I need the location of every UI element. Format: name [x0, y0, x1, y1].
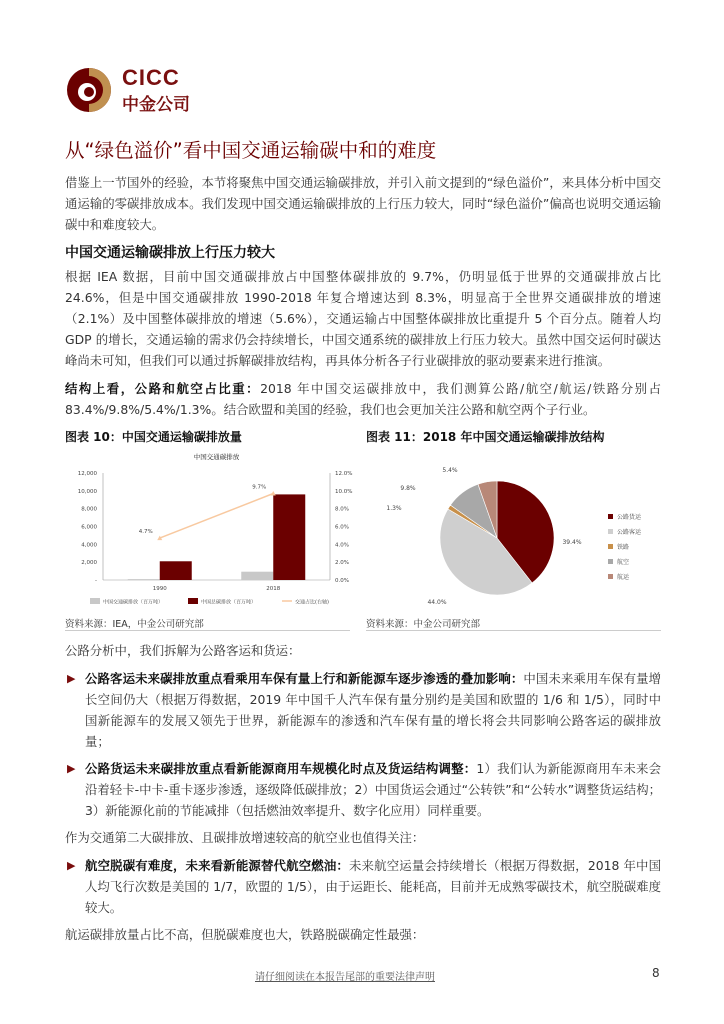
bullet-road-passenger — [65, 668, 661, 752]
aviation-intro: 作为交通第二大碳排放、且碳排放增速较高的航空业也值得关注： — [65, 830, 425, 845]
bullet-arrow-icon: ▶ — [67, 859, 76, 872]
pie-data-label: 39.4% — [562, 539, 582, 546]
y-tick-label: 2,000 — [81, 560, 97, 567]
legend-label: 铁路 — [617, 544, 630, 551]
structure-lead: 结构上看，公路和航空占比重： — [65, 381, 261, 396]
bar-transport — [128, 579, 160, 580]
bullet-lead: 航空脱碳有难度，未来看新能源替代航空燃油： — [85, 858, 349, 873]
bullet-text: 1）我们认为新能源商用车未来会沿着轻卡-中卡-重卡逐步渗透，逐级降低碳排放；2）中国货运会通过“公转铁”和“公转水”调整货运结构；3）新能源化前的节能减排（包括燃油效率提升、数字化应用）同样重要。 — [85, 761, 662, 818]
road-intro: 公路分析中，我们拆解为公路客运和货运： — [65, 643, 301, 658]
bullet-aviation — [65, 855, 661, 918]
legend-swatch — [90, 598, 100, 604]
x-tick-label: 2018 — [266, 586, 281, 592]
page-number: 8 — [652, 966, 660, 980]
data-label: 9.7% — [252, 484, 267, 491]
y-tick-label: 10,000 — [77, 488, 97, 495]
legend-swatch — [608, 529, 613, 534]
divider — [65, 630, 350, 631]
logo-mark-icon — [66, 67, 112, 113]
legend-label: 航运 — [617, 574, 630, 581]
bar-total — [160, 561, 192, 580]
divider — [366, 630, 661, 631]
page-title: 从“绿色溢价”看中国交通运输碳中和的难度 — [65, 139, 437, 162]
chart-title: 中国交通碳排放 — [193, 453, 240, 461]
legend-label: 航空 — [617, 559, 630, 566]
figures-row — [65, 428, 661, 632]
cicc-logo — [66, 67, 226, 113]
bar-transport — [241, 572, 273, 580]
y-tick-label: - — [95, 578, 97, 584]
structure-text: 2018 年中国交运碳排放中，我们测算公路/航空/航运/铁路分别占 83.4%/9.8%/5.4%/1.3%。结合欧盟和美国的经验，我们也会更加关注公路和航空两个子行业。 — [65, 381, 662, 417]
bar-total — [273, 494, 305, 580]
figure11-chart — [362, 446, 662, 614]
y-tick-label: 4,000 — [81, 542, 97, 549]
legend-swatch — [608, 559, 613, 564]
pie-data-label: 1.3% — [386, 505, 402, 512]
y2-tick-label: 12.0% — [335, 471, 353, 477]
y2-tick-label: 8.0% — [335, 506, 349, 513]
legend-swatch — [188, 598, 198, 604]
logo-en: CICC — [122, 65, 180, 90]
bullet-road-freight — [65, 758, 661, 821]
bullet-lead: 公路客运未来碳排放重点看乘用车保有量上行和新能源车逐步渗透的叠加影响： — [85, 671, 524, 686]
pie-data-label: 44.0% — [427, 599, 447, 606]
legend-swatch — [608, 514, 613, 519]
bullet-text: 未来航空运量会持续增长（根据万得数据，2018 年中国人均飞行次数是美国的 1/7，欧盟的 1/5），由于运距长、能耗高，目前并无成熟零碳技术，航空脱碳难度较大。 — [85, 858, 661, 915]
section-heading: 中国交通运输碳排放上行压力较大 — [65, 245, 275, 261]
legend-label: 公路客运 — [617, 529, 642, 536]
x-tick-label: 1990 — [152, 586, 167, 592]
legal-disclaimer-link[interactable]: 请仔细阅读在本报告尾部的重要法律声明 — [255, 972, 435, 983]
logo-cn: 中金公司 — [122, 95, 190, 115]
section-paragraph: 根据 IEA 数据，目前中国交通碳排放占中国整体碳排放的 9.7%，仍明显低于世界的交通碳排放占比 24.6%，但是中国交通碳排放 1990-2018 年复合增速达到 8.3%，明显高于全世界交通碳排放的增速（2.1%）及中国整体碳排放的增速（5.6%），交通运输占中国整体碳排放比重提升 5 个百分点。随着人均 GDP 的增长，交通运输的需求仍会持续增长，中国交通系统的碳排放上行压力较大。虽然中国交运何时碳达峰尚未可知，但我们可以通过拆解碳排放结构，再具体分析各子行业碳排放的驱动要素来进行推演。 — [65, 269, 661, 368]
y-tick-label: 8,000 — [81, 506, 97, 513]
intro-paragraph: 借鉴上一节国外的经验，本节将聚焦中国交通运输碳排放，并引入前文提到的“绿色溢价”，来具体分析中国交通运输的零碳排放成本。我们发现中国交通运输碳排放的上行压力较大，同时“绿色溢价”偏高也说明交通运输碳中和难度较大。 — [65, 175, 661, 232]
y-tick-label: 6,000 — [81, 524, 97, 531]
y2-tick-label: 10.0% — [335, 488, 353, 495]
figure10-source: 资料来源：IEA，中金公司研究部 — [65, 619, 204, 630]
legend-label: 中国总碳排放（百万吨） — [201, 599, 257, 606]
pie-data-label: 5.4% — [442, 467, 458, 474]
structure-paragraph — [65, 378, 661, 420]
pie-data-label: 9.8% — [400, 485, 416, 492]
main-content — [65, 138, 661, 952]
bullet-arrow-icon: ▶ — [67, 762, 76, 775]
figure10-label: 图表 10：中国交通运输碳排放量 — [65, 430, 242, 444]
line-transport-share — [160, 494, 274, 539]
bullet-arrow-icon: ▶ — [67, 672, 76, 685]
figure11-label: 图表 11：2018 年中国交通运输碳排放结构 — [366, 430, 605, 444]
y2-tick-label: 4.0% — [335, 542, 349, 549]
data-label: 4.7% — [138, 529, 153, 536]
figure11-source: 资料来源：中金公司研究部 — [366, 619, 481, 630]
legend-label: 公路货运 — [617, 514, 642, 521]
y2-tick-label: 0.0% — [335, 578, 349, 584]
y2-tick-label: 6.0% — [335, 524, 349, 531]
legend-swatch — [608, 544, 613, 549]
legend-swatch — [608, 574, 613, 579]
shipping-rail-intro: 航运碳排放量占比不高，但脱碳难度也大，铁路脱碳确定性最强： — [65, 927, 425, 942]
bullet-text: 中国未来乘用车保有量增长空间仍大（根据万得数据，2019 年中国千人汽车保有量分别约是美国和欧盟的 1/6 和 1/5），同时中国新能源车的发展又领先于世界，新能源车的渗透和汽车保有量的增长将会共同影响公路客运的碳排放量； — [85, 671, 662, 749]
bullet-lead: 公路货运未来碳排放重点看新能源商用车规模化时点及货运结构调整： — [85, 761, 477, 776]
legend-label: 中国交通碳排放（百万吨） — [103, 599, 164, 606]
y-tick-label: 12,000 — [77, 471, 97, 477]
y2-tick-label: 2.0% — [335, 560, 349, 567]
legend-label: 交通占比(右轴) — [295, 599, 329, 606]
figure10-chart — [60, 446, 360, 614]
line-marker — [271, 491, 276, 496]
